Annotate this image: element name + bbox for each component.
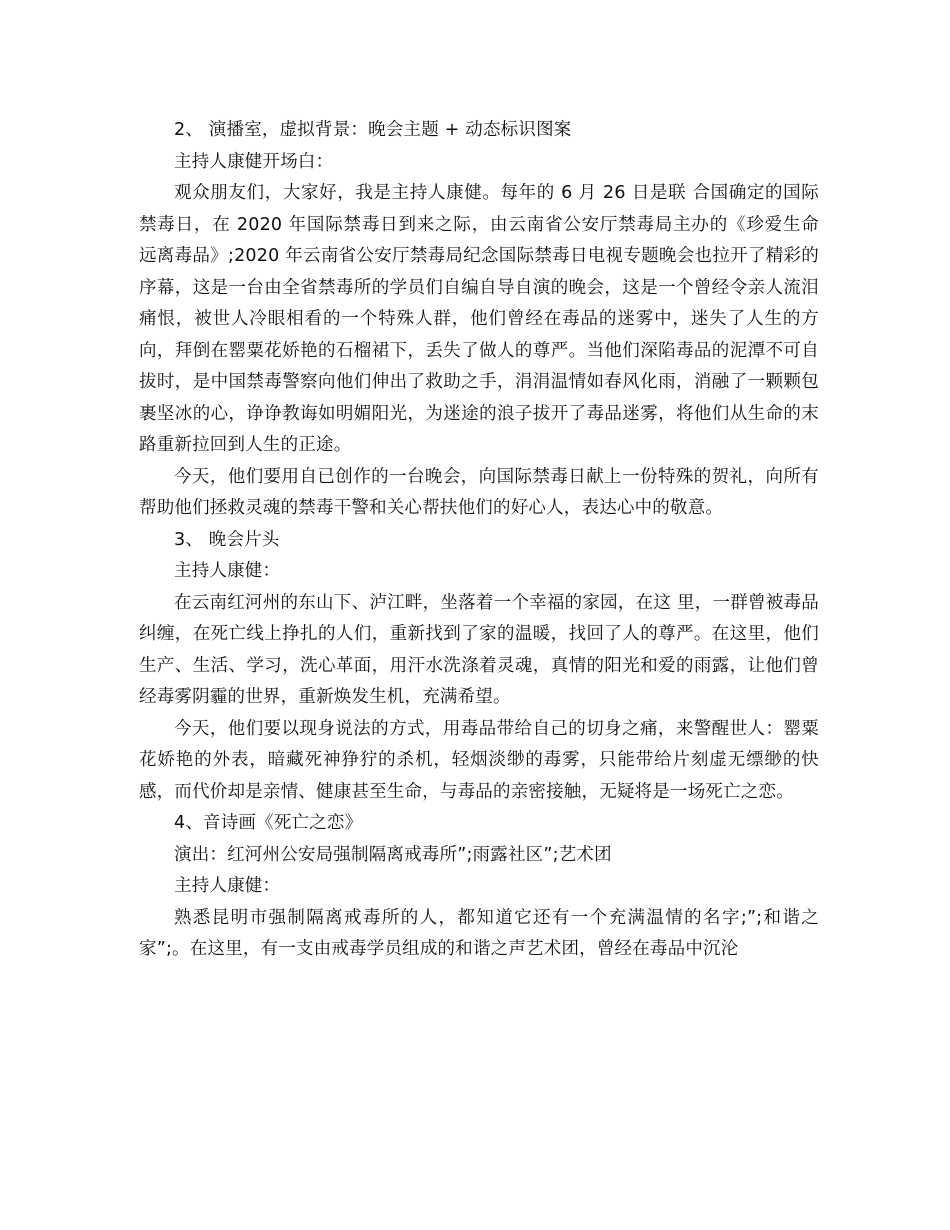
paragraph-kunming-home: 熟悉昆明市强制隔离戒毒所的人，都知道它还有一个充满温情的名字;”;和谐之家”;。在这里，有一支由戒毒学员组成的和谐之声艺术团，曾经在毒品中沉沦	[139, 907, 819, 959]
paragraph-warning: 今天，他们要以现身说法的方式，用毒品带给自己的切身之痛，来警醒世人：罂粟花娇艳的外表，暗藏死神狰狞的杀机，轻烟淡缈的毒雾，只能带给片刻虚无缥缈的快感，而代价却是亲情、健康甚至生命，与毒品的亲密接触，无疑将是一场死亡之恋。	[139, 718, 819, 802]
document-body	[139, 115, 819, 966]
host-label-3: 主持人康健：	[174, 561, 281, 581]
section-heading-2: 2、 演播室，虚拟背景：晚会主题 + 动态标识图案	[174, 120, 572, 140]
paragraph-today-gift: 今天，他们要用自已创作的一台晚会，向国际禁毒日献上一份特殊的贺礼，向所有帮助他们拯救灵魂的禁毒干警和关心帮扶他们的好心人，表达心中的敬意。	[139, 466, 819, 518]
section-heading-4: 4、音诗画《死亡之恋》	[174, 813, 363, 833]
section-heading-3: 3、 晚会片头	[174, 529, 280, 550]
host-label-4: 主持人康健：	[174, 876, 281, 896]
paragraph-honghe-home: 在云南红河州的东山下、泸江畔，坐落着一个幸福的家园，在这 里，一群曾被毒品纠缠，在死亡线上挣扎的人们，重新找到了家的温暖，找回了人的尊严。在这里，他们生产、生活、学习，洗心革面，用汗水洗涤着灵魂，真情的阳光和爱的雨露，让他们曾经毒雾阴霾的世界，重新焕发生机，充满希望。	[139, 592, 819, 707]
paragraph-opening-speech: 观众朋友们，大家好，我是主持人康健。每年的 6 月 26 日是联 合国确定的国际禁毒日，在 2020 年国际禁毒日到来之际，由云南省公安厅禁毒局主办的《珍爱生命 远离毒品》;2020 年云南省公安厅禁毒局纪念国际禁毒日电视专题晚会也拉开了精彩的序幕，这是一台由全省禁毒所的学员们自编自导自演的晚会，这是一个曾经令亲人流泪痛恨，被世人冷眼相看的一个特殊人群，他们曾经在毒品的迷雾中，迷失了人生的方向，拜倒在罂粟花娇艳的石榴裙下，丢失了做人的尊严。当他们深陷毒品的泥潭不可自拔时，是中国禁毒警察向他们伸出了救助之手，涓涓温情如春风化雨，消融了一颗颗包裹坚冰的心，诤诤教诲如明媚阳光，为迷途的浪子拔开了毒品迷雾，将他们从生命的末路重新拉回到人生的正途。	[139, 183, 819, 455]
host-opening-label: 主持人康健开场白：	[174, 151, 334, 172]
performer-line: 演出：红河州公安局强制隔离戒毒所”;雨露社区”;艺术团	[174, 844, 612, 865]
